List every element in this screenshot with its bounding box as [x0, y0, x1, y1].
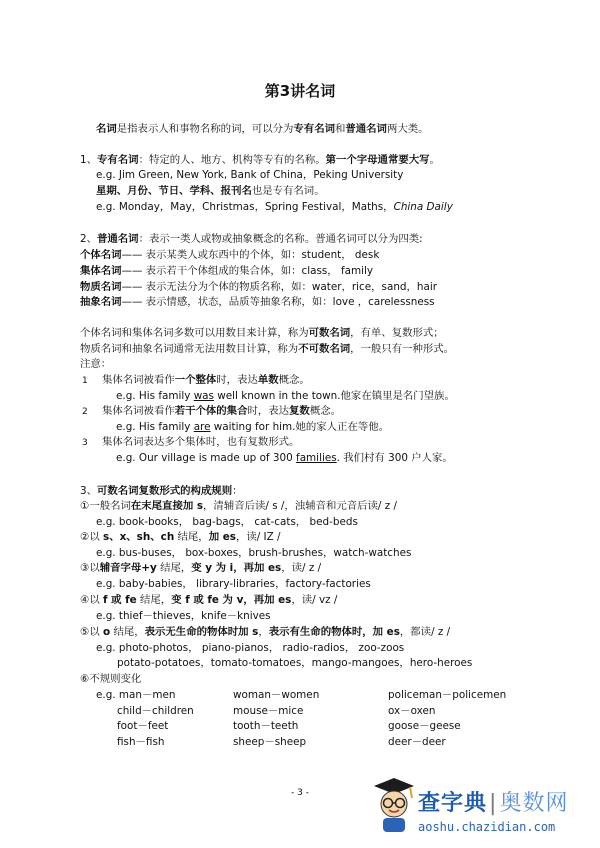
section1-line3: 星期、月份、节日、学科、报刊名也是专有名词。: [96, 185, 325, 197]
note-item: 3 集体名词表达多个集体时，也有复数形式。: [82, 436, 300, 448]
uncountable-line: 物质名词和抽象名词通常无法用数目计算，称为不可数名词，一般只有一种形式。: [80, 343, 455, 355]
plural-rule-5-example: e.g. photo-photos， piano-pianos， radio-radios， zoo-zoos: [96, 642, 405, 654]
site-logo: [372, 768, 600, 848]
section1-example2: e.g. Monday，May，Christmas，Spring Festival，Maths，China Daily: [96, 201, 453, 213]
plural-rule-5: ⑤以 o 结尾，表示无生命的物体时加 s，表示有生命的物体时，加 es，都读/ z /: [80, 626, 451, 638]
irregular-cell: e.g. man－men: [96, 689, 176, 701]
plural-rule-1: ①一般名词在末尾直接加 s，清辅音后读/ s /，浊辅音和元音后读/ z /: [80, 500, 397, 512]
plural-rule-4: ④以 f 或 fe 结尾，变 f 或 fe 为 v，再加 es，读/ vz /: [80, 594, 338, 606]
section1-heading: 1、专有名词：特定的人、地方、机构等专有的名称。第一个字母通常要大写。: [80, 154, 440, 166]
section1-example1: e.g. Jim Green, New York, Bank of China，Peking University: [96, 169, 404, 181]
note-example: e.g. Our village is made up of 300 families. 我们村有 300 户人家。: [116, 452, 453, 464]
note-item: 2 集体名词被看作若干个体的集合时，表达复数概念。: [82, 405, 341, 417]
note-example: e.g. His family was well known in the town.他家在镇里是名门望族。: [116, 390, 455, 402]
plural-rule-5-example: potato-potatoes，tomato-tomatoes，mango-mangoes，hero-heroes: [117, 657, 473, 669]
plural-rule-6: ⑥不规则变化: [80, 673, 142, 685]
irregular-cell: woman－women: [233, 689, 320, 701]
plural-rule-3-example: e.g. baby-babies， library-libraries，factory-factories: [96, 578, 371, 590]
irregular-cell: fish－fish: [117, 736, 165, 748]
irregular-cell: sheep－sheep: [233, 736, 307, 748]
noun-type-row: 物质名词—— 表示无法分为个体的物质名称，如：water，rice，sand，hair: [80, 281, 438, 293]
logo-brand: 查字典|奥数网: [418, 791, 569, 816]
plural-rule-3: ③以辅音字母+y 结尾，变 y 为 i，再加 es，读/ z /: [80, 562, 322, 574]
irregular-cell: ox－oxen: [388, 705, 436, 717]
noun-type-row: 抽象名词—— 表示情感，状态，品质等抽象名称，如：love ，carelessness: [80, 296, 435, 308]
note-label: 注意：: [80, 358, 112, 370]
irregular-cell: tooth－teeth: [233, 720, 299, 732]
countable-line: 个体名词和集体名词多数可以用数目来计算，称为可数名词，有单、复数形式；: [80, 327, 444, 339]
irregular-cell: child－children: [117, 705, 194, 717]
irregular-cell: mouse－mice: [233, 705, 304, 717]
intro-line: 名词是指表示人和事物名称的词，可以分为专有名词和普通名词两大类。: [96, 123, 429, 135]
page-number: - 3 -: [291, 788, 309, 798]
mascot-icon: [372, 776, 416, 836]
section3-heading: 3、可数名词复数形式的构成规则：: [80, 485, 243, 497]
irregular-cell: policeman－policemen: [388, 689, 507, 701]
note-example: e.g. His family are waiting for him.她的家人正在等他。: [116, 421, 390, 433]
plural-rule-2-example: e.g. bus-buses， box-boxes，brush-brushes，watch-watches: [96, 547, 412, 559]
page-title: 第3讲名词: [264, 82, 336, 100]
logo-url: aoshu.chazidian.com: [418, 820, 556, 834]
noun-type-row: 集体名词—— 表示若干个体组成的集合体，如：class， family: [80, 265, 374, 277]
noun-type-row: 个体名词—— 表示某类人或东西中的个体，如：student， desk: [80, 249, 380, 261]
note-item: 1 集体名词被看作一个整体时，表达单数概念。: [82, 374, 310, 386]
plural-rule-2: ②以 s、x、sh、ch 结尾，加 es，读/ IZ /: [80, 531, 281, 543]
section2-heading: 2、普通名词：表示一类人或物或抽象概念的名称。普通名词可以分为四类:: [80, 233, 423, 245]
plural-rule-4-example: e.g. thief－thieves，knife－knives: [96, 610, 271, 622]
plural-rule-1-example: e.g. book-books， bag-bags， cat-cats， bed-beds: [96, 516, 358, 528]
irregular-cell: deer－deer: [388, 736, 446, 748]
irregular-cell: goose－geese: [388, 720, 461, 732]
irregular-cell: foot－feet: [117, 720, 169, 732]
